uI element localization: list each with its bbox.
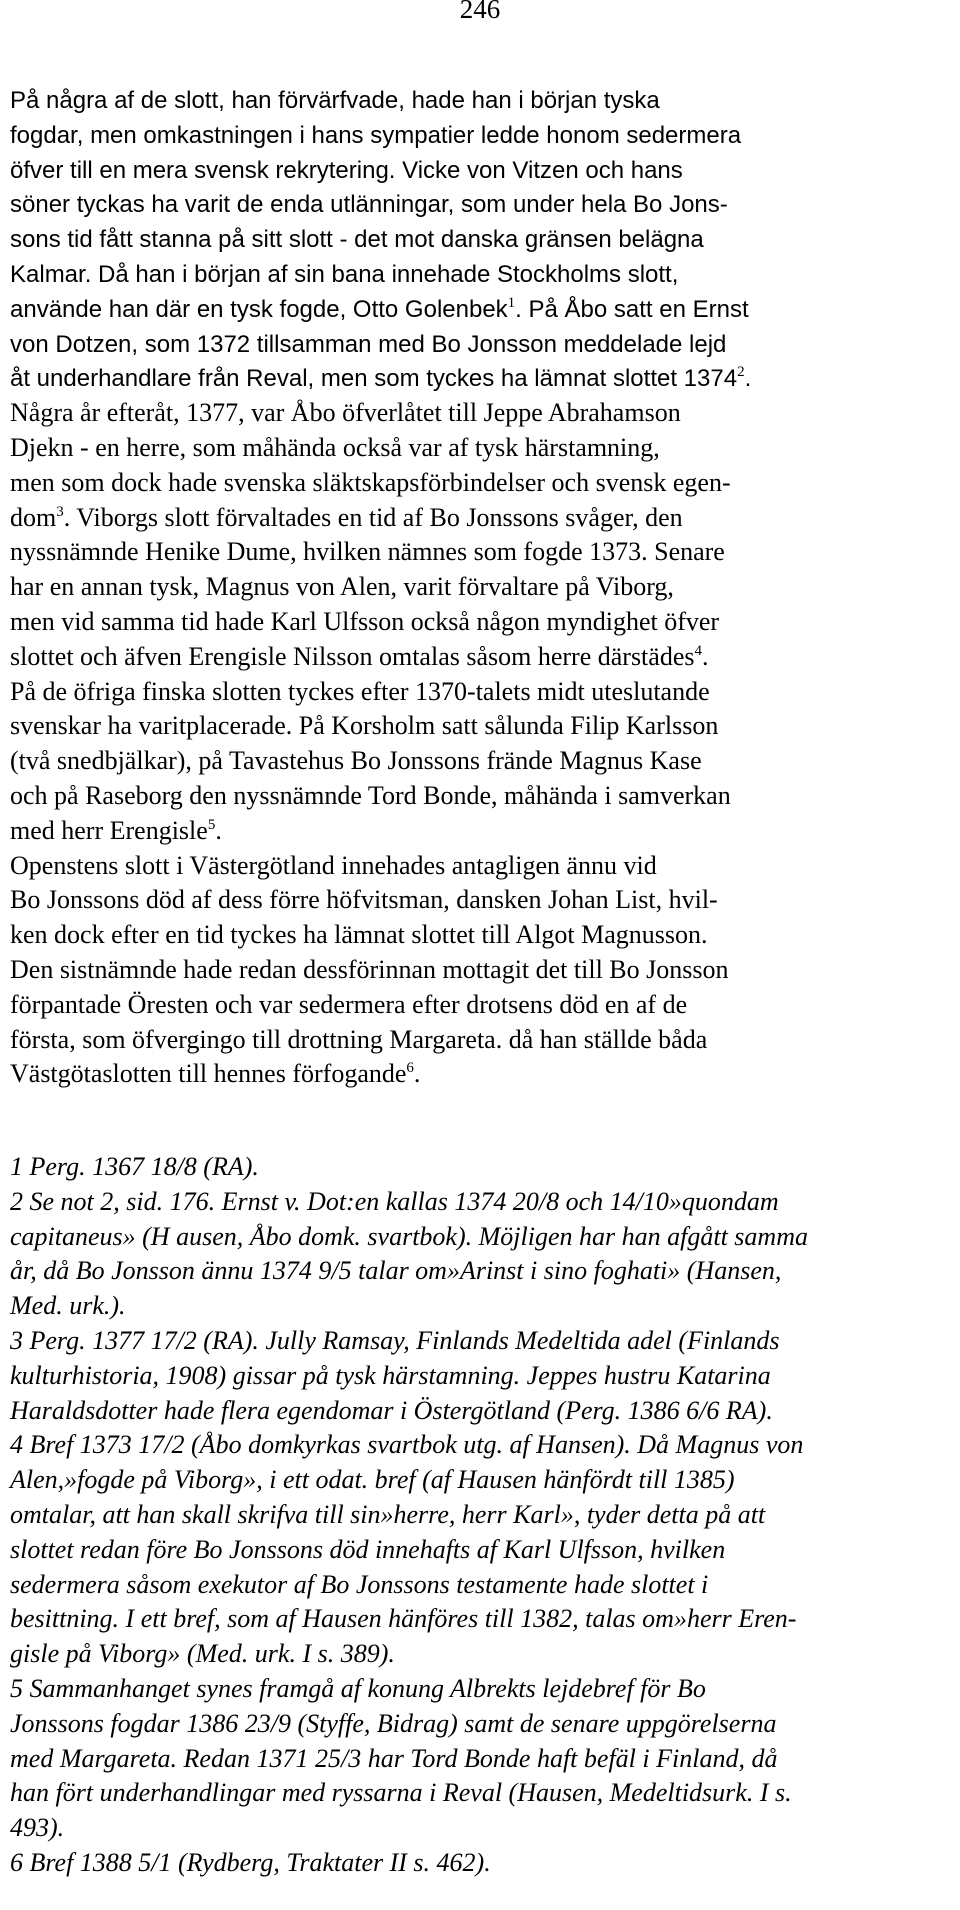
- body-line: [10, 849, 960, 884]
- footnote-line: sedermera såsom exekutor af Bo Jonssons testamente hade slottet i: [10, 1569, 709, 1599]
- body-text-segment: (två snedbjälkar), på Tavastehus Bo Jonssons frände Magnus Kase: [10, 746, 702, 776]
- body-text-segment: ken dock efter en tid tyckes ha lämnat slottet till Algot Magnusson.: [10, 920, 708, 950]
- body-text-segment: med herr Erengisle: [10, 815, 208, 845]
- body-text-segment: fogdar, men omkastningen i hans sympatier ledde honom sedermera: [10, 121, 742, 149]
- body-line: [10, 744, 960, 779]
- footnote-line: 6 Bref 1388 5/1 (Rydberg, Traktater II s. 462).: [10, 1847, 491, 1877]
- footnote-line: med Margareta. Redan 1371 25/3 har Tord Bonde haft befäl i Finland, då: [10, 1743, 778, 1773]
- footnote-marker: 5: [207, 816, 216, 833]
- footnote-marker: 4: [694, 642, 702, 659]
- footnote-line: 2 Se not 2, sid. 176. Ernst v. Dot:en kallas 1374 20/8 och 14/10»quondam: [10, 1186, 779, 1216]
- body-line: [10, 83, 960, 118]
- body-text-segment: slottet och äfven Erengisle Nilsson omtalas såsom herre därstädes: [10, 641, 695, 671]
- body-text-segment: förpantade Öresten och var sedermera efter drotsens död en af de: [10, 989, 688, 1019]
- body-line: [10, 918, 960, 953]
- footnote-line: Med. urk.).: [10, 1291, 126, 1321]
- body-text-segment: . På Åbo satt en Ernst: [515, 295, 749, 323]
- body-text-segment: .: [215, 815, 222, 845]
- footnote-line: gisle på Viborg» (Med. urk. I s. 389).: [10, 1639, 395, 1669]
- body-line: [10, 883, 960, 918]
- body-text-segment: svenskar ha varitplacerade. På Korsholm satt sålunda Filip Karlsson: [10, 711, 719, 741]
- footnote-line: slottet redan före Bo Jonssons död innehafts af Karl Ulfsson, hvilken: [10, 1534, 726, 1564]
- body-line: [10, 153, 960, 188]
- body-text-segment: men som dock hade svenska släktskapsförbindelser och svensk egen-: [10, 467, 731, 497]
- footnote-marker: 1: [507, 294, 516, 311]
- body-line: [10, 640, 960, 675]
- body-text-segment: söner tyckas ha varit de enda utlänningar, som under hela Bo Jons-: [10, 191, 728, 219]
- page-number: 246: [459, 0, 501, 24]
- body-line: [10, 118, 960, 153]
- footnote-line: Haraldsdotter hade flera egendomar i Östergötland (Perg. 1386 6/6 RA).: [10, 1395, 773, 1425]
- footnote-line: Alen,»fogde på Viborg», i ett odat. bref (af Hausen hänfördt till 1385): [10, 1465, 735, 1495]
- body-line: [10, 222, 960, 257]
- footnote-line: 4 Bref 1373 17/2 (Åbo domkyrkas svartbok utg. af Hansen). Då Magnus von: [10, 1430, 804, 1460]
- body-text-segment: nyssnämnde Henike Dume, hvilken nämnes som fogde 1373. Senare: [10, 537, 725, 567]
- footnotes: [10, 1150, 960, 1881]
- footnote-marker: 2: [737, 364, 745, 381]
- footnote-line: omtalar, att han skall skrifva till sin»herre, herr Karl», tyder detta på att: [10, 1499, 766, 1529]
- body-text-segment: sons tid fått stanna på sitt slott - det mot danska gränsen belägna: [10, 226, 704, 254]
- body-line: [10, 535, 960, 570]
- body-line: [10, 361, 960, 396]
- body-text: [10, 83, 960, 1092]
- body-text-segment: använde han där en tysk fogde, Otto Golenbek: [10, 295, 508, 323]
- footnote-line: han fört underhandlingar med ryssarna i Reval (Hausen, Medeltidsurk. I s.: [10, 1778, 792, 1808]
- footnote-line: 1 Perg. 1367 18/8 (RA).: [10, 1152, 259, 1181]
- body-line: [10, 501, 960, 536]
- body-text-segment: första, som öfvergingo till drottning Margareta. då han ställde båda: [10, 1024, 708, 1054]
- body-text-segment: dom: [10, 502, 57, 532]
- body-text-segment: von Dotzen, som 1372 tillsamman med Bo Jonsson meddelade lejd: [10, 330, 727, 358]
- body-line: [10, 1057, 960, 1092]
- body-text-segment: har en annan tysk, Magnus von Alen, varit förvaltare på Viborg,: [10, 572, 674, 602]
- body-text-segment: men vid samma tid hade Karl Ulfsson också någon myndighet öfver: [10, 606, 720, 636]
- body-text-segment: Den sistnämnde hade redan dessförinnan mottagit det till Bo Jonsson: [10, 954, 729, 984]
- body-text-segment: . Viborgs slott förvaltades en tid af Bo Jonssons svåger, den: [63, 502, 683, 532]
- footnote-line: år, då Bo Jonsson ännu 1374 9/5 talar om»Arinst i sino foghati» (Hansen,: [10, 1256, 782, 1286]
- body-text-segment: .: [701, 641, 709, 671]
- body-text-segment: Västgötaslotten till hennes förfogande: [10, 1059, 407, 1089]
- body-line: [10, 953, 960, 988]
- body-line: [10, 466, 960, 501]
- footnote-line: capitaneus» (H ausen, Åbo domk. svartbok). Möjligen har han afgått samma: [10, 1221, 808, 1251]
- body-line: [10, 327, 960, 362]
- footnote-line: 493).: [10, 1813, 65, 1843]
- body-text-segment: .: [744, 365, 752, 393]
- body-text-segment: och på Raseborg den nyssnämnde Tord Bonde, måhända i samverkan: [10, 780, 731, 810]
- body-text-segment: Djekn - en herre, som måhända också var af tysk härstamning,: [10, 432, 660, 462]
- body-line: [10, 257, 960, 292]
- body-line: [10, 431, 960, 466]
- body-line: [10, 709, 960, 744]
- body-line: [10, 396, 960, 431]
- body-line: [10, 988, 960, 1023]
- body-line: [10, 1023, 960, 1058]
- body-text-segment: åt underhandlare från Reval, men som tyckes ha lämnat slottet 1374: [10, 365, 738, 393]
- footnote-line: kulturhistoria, 1908) gissar på tysk härstamning. Jeppes hustru Katarina: [10, 1360, 771, 1390]
- body-text-segment: Några år efteråt, 1377, var Åbo öfverlåtet till Jeppe Abrahamson: [10, 398, 681, 428]
- body-line: [10, 605, 960, 640]
- footnote-marker: 6: [406, 1060, 414, 1077]
- body-text-segment: Kalmar. Då han i början af sin bana innehade Stockholms slott,: [10, 260, 679, 288]
- body-line: [10, 187, 960, 222]
- footnote-line: besittning. I ett bref, som af Hausen hänföres till 1382, talas om»herr Eren-: [10, 1604, 797, 1634]
- body-text-segment: öfver till en mera svensk rekrytering. Vicke von Vitzen och hans: [10, 156, 683, 184]
- footnote-line: 3 Perg. 1377 17/2 (RA). Jully Ramsay, Finlands Medeltida adel (Finlands: [10, 1325, 780, 1355]
- footnote-line: 5 Sammanhanget synes framgå af konung Albrekts lejdebref för Bo: [10, 1673, 706, 1703]
- footnote-line: Jonssons fogdar 1386 23/9 (Styffe, Bidrag) samt de senare uppgörelserna: [10, 1708, 777, 1738]
- footnote-marker: 3: [56, 503, 64, 520]
- body-line: [10, 779, 960, 814]
- body-text-segment: Bo Jonssons död af dess förre höfvitsman, dansken Johan List, hvil-: [10, 885, 718, 915]
- body-text-segment: .: [413, 1059, 421, 1089]
- body-text-segment: På några af de slott, han förvärfvade, hade han i början tyska: [10, 87, 660, 114]
- body-line: [10, 675, 960, 710]
- body-line: [10, 814, 960, 849]
- body-text-segment: Openstens slott i Västergötland innehades antagligen ännu vid: [10, 850, 657, 880]
- body-line: [10, 292, 960, 327]
- body-line: [10, 570, 960, 605]
- body-text-segment: På de öfriga finska slotten tyckes efter 1370-talets midt uteslutande: [10, 676, 710, 706]
